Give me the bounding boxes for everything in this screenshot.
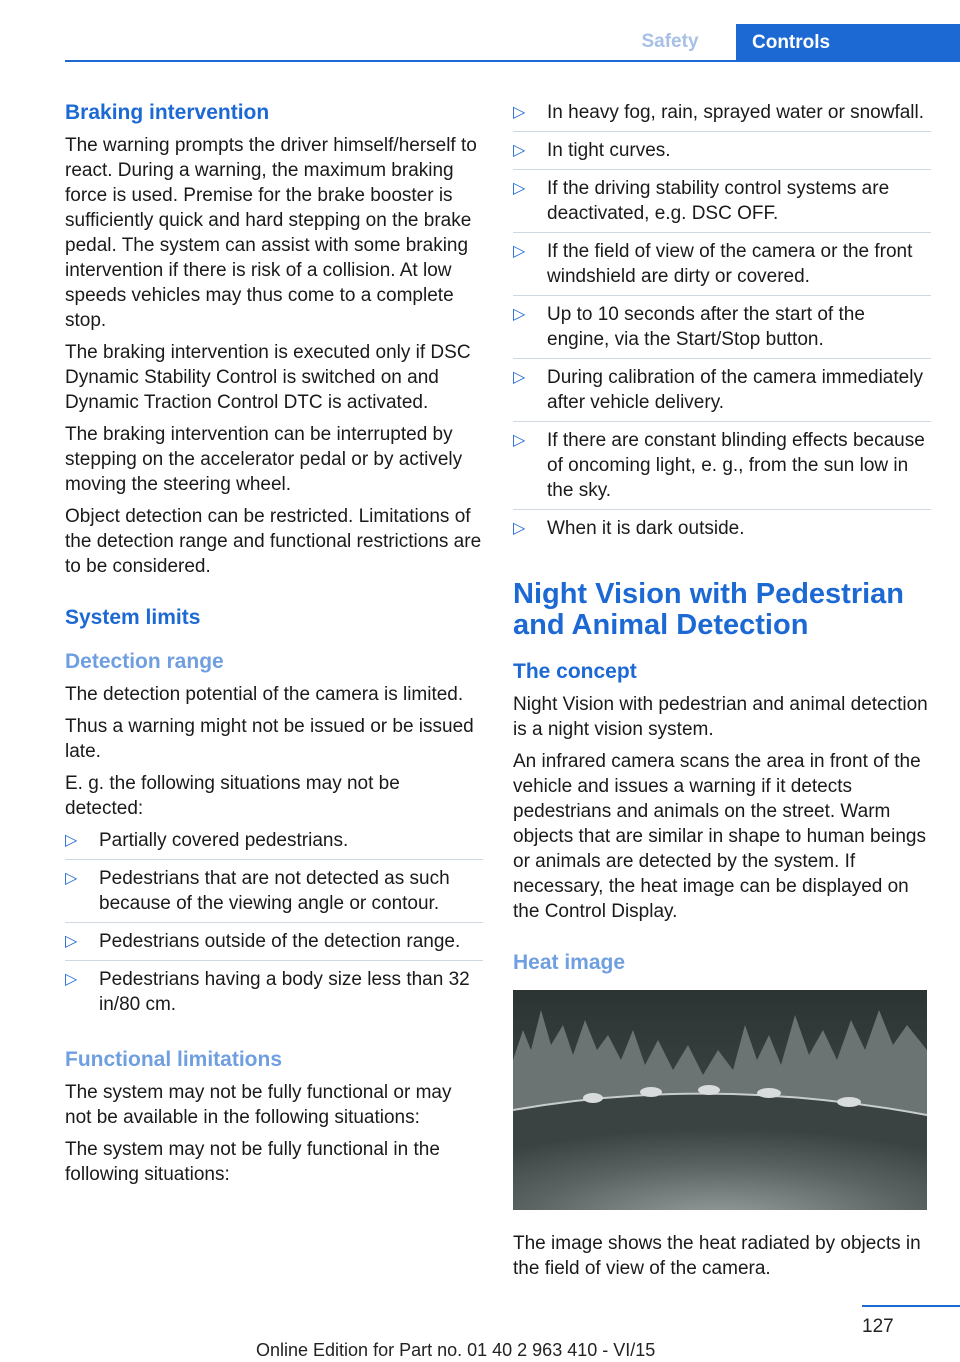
page-number: 127 [862, 1316, 894, 1337]
left-column [65, 100, 483, 1187]
triangle-right-icon: ▷ [513, 142, 526, 159]
header-rule [65, 60, 960, 62]
right-column [513, 100, 931, 1281]
concept-paragraph: An infrared camera scans the area in front of the vehicle and issues a warning if it detects pedestrians and animals on the street. Warm objects that are similar in shape to human beings or animals are detected by the system. If necessary, the heat image can be displayed on the Control Display. [513, 751, 926, 922]
triangle-right-icon: ▷ [513, 520, 526, 537]
triangle-right-icon: ▷ [65, 832, 78, 849]
tab-controls[interactable]: Controls [736, 24, 960, 62]
heat-image-title: Heat image [513, 951, 626, 974]
heat-image [513, 990, 927, 1210]
braking-paragraph: The warning prompts the driver himself/herself to react. During a warning, the maximum braking force is used. Premise for the brake booster is sufficiently quick and hard stepping on the brake pedal. The system can assist with some braking intervention if there is risk of a collision. At low speeds vehicles may thus come to a complete stop. [65, 135, 477, 331]
situations-list [513, 100, 931, 547]
list-item: ▷ Pedestrians outside of the detection range. [65, 929, 483, 961]
list-item: ▷ During calibration of the camera immediately after vehicle delivery. [513, 365, 931, 422]
detection-range-title: Detection range [65, 650, 224, 673]
detection-list [65, 828, 483, 1023]
list-item: ▷ Pedestrians that are not detected as such because of the viewing angle or contour. [65, 866, 483, 923]
tab-safety[interactable]: Safety [641, 31, 699, 52]
edition-text: Online Edition for Part no. 01 40 2 963 410 - VI/15 [256, 1340, 656, 1360]
braking-paragraph: Object detection can be restricted. Limitations of the detection range and functional restrictions are to be considered. [65, 506, 482, 577]
list-item: ▷ If the field of view of the camera or the front windshield are dirty or covered. [513, 239, 931, 296]
night-vision-title: Night Vision with Pedestrian and Animal Detection [513, 578, 905, 641]
system-limits-title: System limits [65, 606, 201, 629]
functional-limitations-title: Functional limitations [65, 1048, 283, 1071]
braking-paragraph: The braking intervention is executed only if DSC Dynamic Stability Control is switched on and Dynamic Traction Control DTC is activated. [65, 342, 471, 413]
list-item: ▷ If there are constant blinding effects because of oncoming light, e. g., from the sun low in the sky. [513, 428, 931, 510]
list-item: ▷ Partially covered pedestrians. [65, 828, 483, 860]
footer-rule [862, 1305, 960, 1307]
triangle-right-icon: ▷ [513, 306, 526, 323]
detection-paragraph: Thus a warning might not be issued or be issued late. [65, 716, 474, 762]
concept-paragraph: Night Vision with pedestrian and animal detection is a night vision system. [513, 694, 928, 740]
detection-paragraph: E. g. the following situations may not be detected: [65, 773, 400, 819]
list-item: ▷ Pedestrians having a body size less than 32 in/80 cm. [65, 969, 470, 1015]
list-item: ▷ If the driving stability control systems are deactivated, e.g. DSC OFF. [513, 176, 931, 233]
triangle-right-icon: ▷ [513, 369, 526, 386]
list-item: ▷ Up to 10 seconds after the start of the engine, via the Start/Stop button. [513, 302, 931, 359]
triangle-right-icon: ▷ [513, 243, 526, 260]
braking-title: Braking intervention [65, 101, 270, 124]
list-item: ▷ When it is dark outside. [513, 518, 745, 539]
concept-title: The concept [513, 660, 637, 683]
triangle-right-icon: ▷ [513, 432, 526, 449]
heat-caption: The image shows the heat radiated by objects in the field of view of the camera. [513, 1233, 921, 1279]
triangle-right-icon: ▷ [513, 104, 526, 121]
list-item: ▷ In heavy fog, rain, sprayed water or snowfall. [513, 100, 931, 132]
functional-paragraph: The system may not be fully functional in the following situations: [65, 1139, 440, 1185]
detection-paragraph: The detection potential of the camera is limited. [65, 684, 464, 705]
page-header [0, 0, 960, 62]
list-item: ▷ In tight curves. [513, 138, 931, 170]
triangle-right-icon: ▷ [65, 870, 78, 887]
triangle-right-icon: ▷ [65, 933, 78, 950]
braking-paragraph: The braking intervention can be interrupted by stepping on the accelerator pedal or by actively moving the steering wheel. [65, 424, 463, 495]
functional-paragraph: The system may not be fully functional or may not be available in the following situations: [65, 1082, 452, 1128]
triangle-right-icon: ▷ [513, 180, 526, 197]
triangle-right-icon: ▷ [65, 971, 78, 988]
